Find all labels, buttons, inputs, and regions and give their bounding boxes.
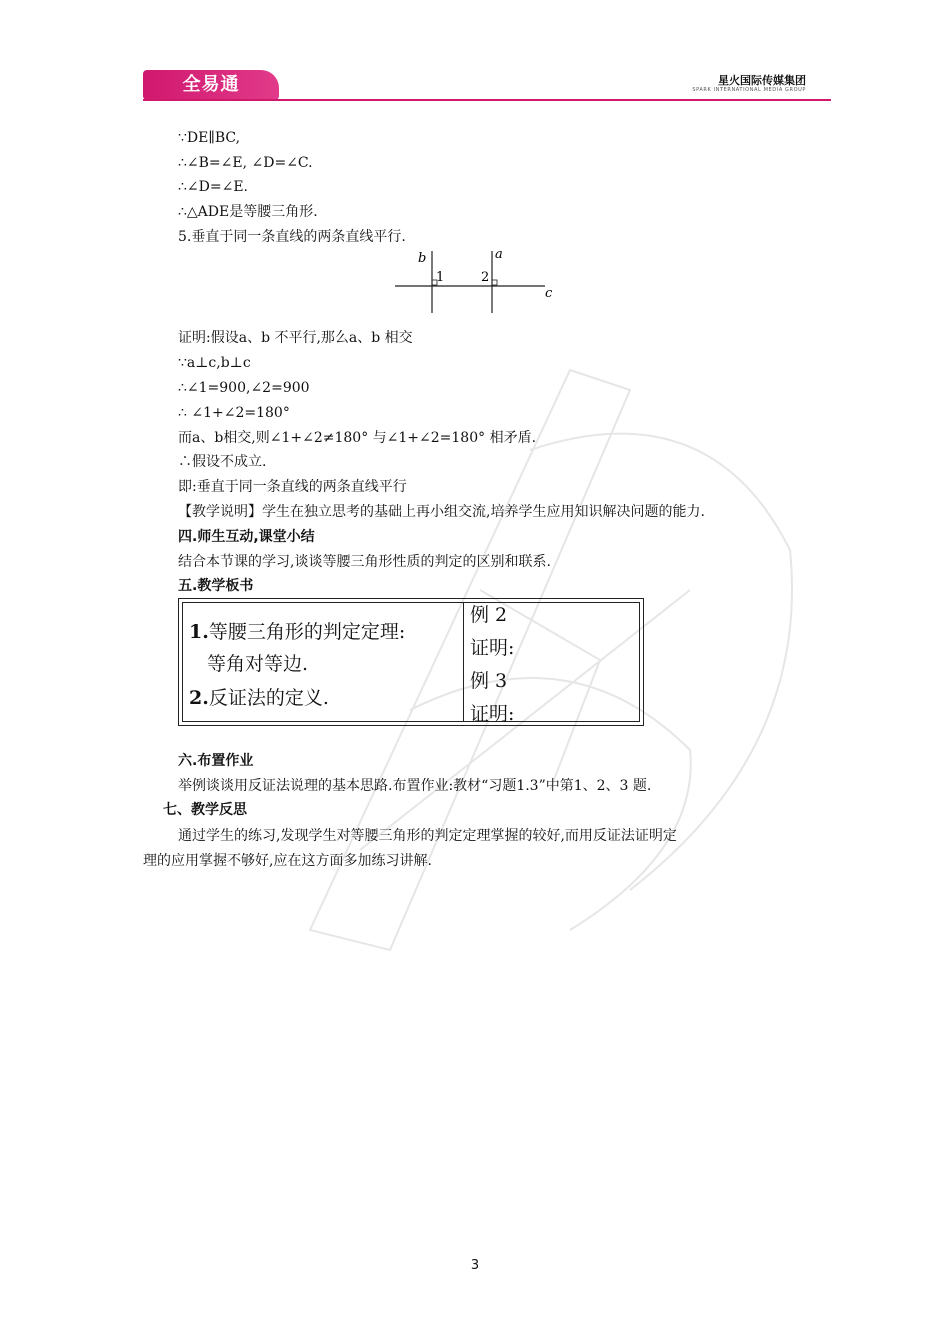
angle-2-label: 2 bbox=[481, 270, 490, 285]
board-divider bbox=[463, 603, 464, 721]
brand-subtitle: SPARK INTERNATIONAL MEDIA GROUP bbox=[692, 87, 806, 93]
angle-1-label: 1 bbox=[436, 270, 445, 285]
item-5: 5.垂直于同一条直线的两条直线平行. bbox=[178, 229, 406, 245]
section-7-line-2: 理的应用掌握不够好,应在这方面多加练习讲解. bbox=[143, 853, 432, 869]
section-4-text: 结合本节课的学习,谈谈等腰三角形性质的判定的区别和联系. bbox=[178, 554, 551, 570]
board-right-line-3: 例 3 bbox=[470, 670, 508, 692]
board-left-line-3: 2.反证法的定义. bbox=[189, 687, 329, 709]
page-number: 3 bbox=[470, 1258, 480, 1273]
proof2-line: 而a、b相交,则∠1+∠2≠180° 与∠1+∠2=180° 相矛盾. bbox=[178, 430, 537, 446]
logo: 全易通 bbox=[143, 70, 279, 100]
proof2-line: 即:垂直于同一条直线的两条直线平行 bbox=[178, 479, 407, 495]
label-b: b bbox=[418, 251, 427, 266]
proof-line: ∵DE∥BC, bbox=[178, 130, 241, 146]
proof-line: ∴∠D=∠E. bbox=[178, 179, 248, 195]
label-c: c bbox=[545, 286, 553, 301]
proof-line: ∴∠B=∠E, ∠D=∠C. bbox=[178, 155, 313, 171]
header-rule bbox=[143, 99, 831, 101]
board-right-line-2: 证明: bbox=[470, 637, 515, 659]
proof2-line: ∴假设不成立. bbox=[178, 454, 267, 470]
label-a: a bbox=[495, 247, 503, 262]
section-6-text: 举例谈谈用反证法说理的基本思路.布置作业:教材“习题1.3”中第1、2、3 题. bbox=[178, 778, 652, 794]
section-4-title: 四.师生互动,课堂小结 bbox=[178, 529, 315, 545]
teaching-note: 【教学说明】学生在独立思考的基础上再小组交流,培养学生应用知识解决问题的能力. bbox=[178, 504, 705, 520]
board-table bbox=[178, 598, 644, 726]
section-5-title: 五.教学板书 bbox=[178, 578, 254, 594]
proof2-line: ∴∠1=900,∠2=900 bbox=[178, 380, 310, 396]
brand-name: 星火国际传媒集团 bbox=[718, 74, 806, 87]
proof2-line: ∵a⊥c,b⊥c bbox=[178, 355, 251, 371]
board-right-line-4: 证明: bbox=[470, 703, 515, 725]
board-left-line-1: 1.等腰三角形的判定定理: bbox=[189, 621, 406, 643]
proof2-line: ∴ ∠1+∠2=180° bbox=[178, 405, 290, 421]
proof2-line: 证明:假设a、b 不平行,那么a、b 相交 bbox=[178, 330, 413, 346]
board-right-line-1: 例 2 bbox=[470, 604, 508, 626]
section-7-line-1: 通过学生的练习,发现学生对等腰三角形的判定定理掌握的较好,而用反证法证明定 bbox=[178, 828, 677, 844]
section-7-title: 七、教学反思 bbox=[163, 802, 247, 818]
section-6-title: 六.布置作业 bbox=[178, 753, 254, 769]
proof-line: ∴△ADE是等腰三角形. bbox=[178, 204, 318, 220]
parallel-lines-figure bbox=[395, 245, 560, 315]
board-left-line-2: 等角对等边. bbox=[207, 653, 309, 675]
